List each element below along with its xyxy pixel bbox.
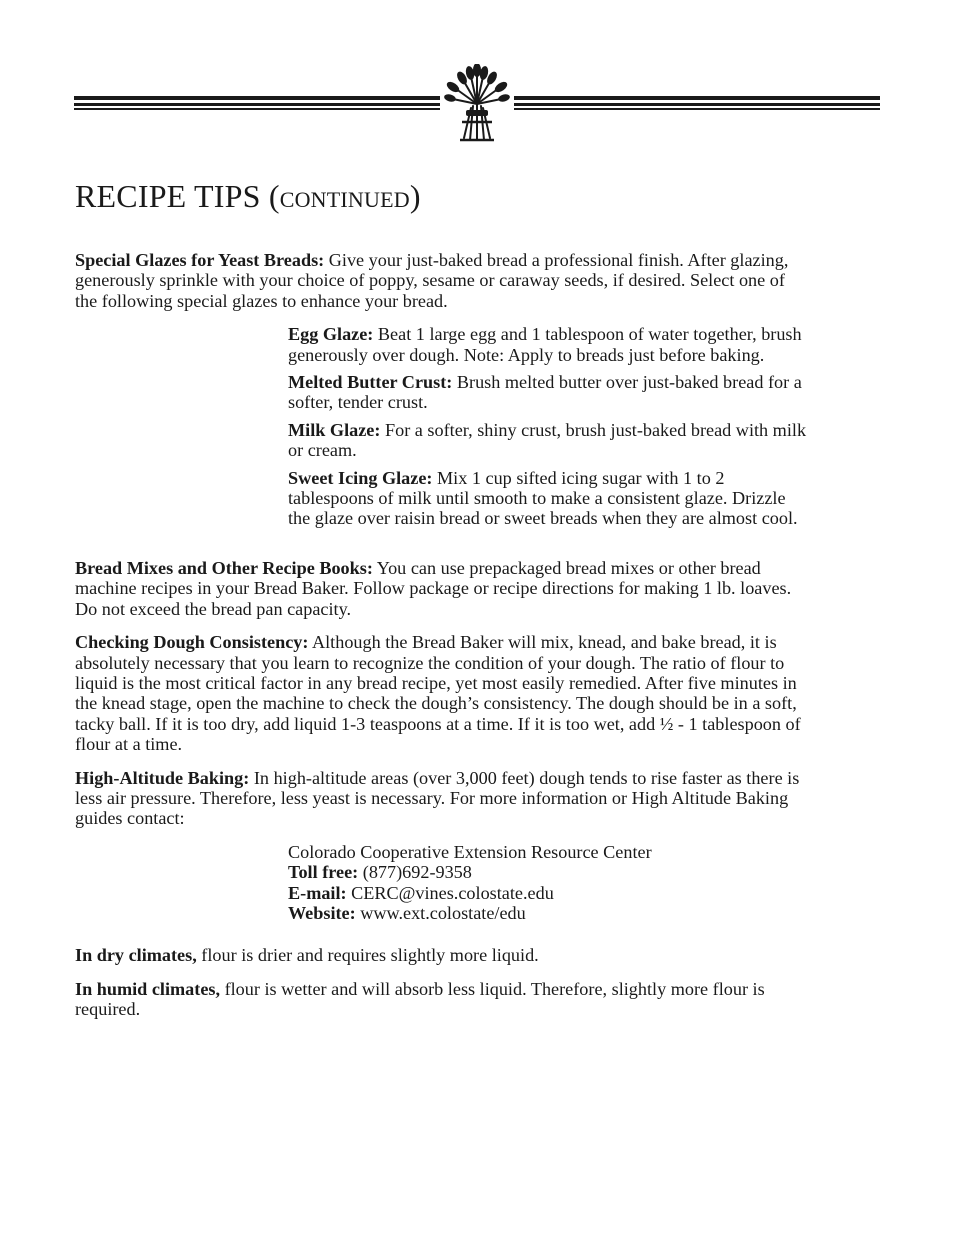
contact-block [288, 842, 808, 924]
page-title: RECIPE TIPS (continued) [75, 178, 421, 214]
glazes-intro: Special Glazes for Yeast Breads: Give your just-baked bread a professional finish. After glazing, generously sprinkle with your choice of poppy, sesame or caraway seeds, if desired. Select one of the following special glazes to enhance your bread. [75, 250, 789, 311]
glaze-item-egg: Egg Glaze: Beat 1 large egg and 1 tablespoon of water together, brush generously over dough. Note: Apply to breads just before baking. [288, 324, 802, 365]
tip-humid-climate: In humid climates, flour is wetter and will absorb less liquid. Therefore, slightly more flour is required. [75, 978, 765, 1020]
tip-high-altitude: High-Altitude Baking: In high-altitude areas (over 3,000 feet) dough tends to rise faster as there is less air pressure. Therefore, less yeast is necessary. For more information or High Altitude Baking guides contact: [75, 767, 800, 829]
glaze-item-icing: Sweet Icing Glaze: Mix 1 cup sifted icing sugar with 1 to 2 tablespoons of milk until smooth to make a consistent glaze. Drizzle the glaze over raisin bread or sweet breads when they are almost cool. [288, 467, 798, 529]
recipe-tips-content [75, 250, 810, 1033]
page-title-continued: continued [279, 178, 410, 214]
contact-email: E-mail: CERC@vines.colostate.edu [288, 882, 554, 903]
glaze-item-butter: Melted Butter Crust: Brush melted butter over just-baked bread for a softer, tender crust. [288, 372, 802, 413]
contact-website: Website: www.ext.colostate/edu [288, 902, 526, 923]
wheat-sheaf-icon [440, 64, 514, 144]
glaze-item-milk: Milk Glaze: For a softer, shiny crust, brush just-baked bread with milk or cream. [288, 419, 807, 461]
contact-org: Colorado Cooperative Extension Resource Center [288, 841, 652, 862]
glaze-list [288, 324, 808, 529]
tip-dry-climate: In dry climates, flour is drier and requires slightly more liquid. [75, 945, 539, 966]
contact-phone: Toll free: (877)692-9358 [288, 862, 472, 883]
tip-bread-mixes: Bread Mixes and Other Recipe Books: You can use prepackaged bread mixes or other bread machine recipes in your Bread Baker. Follow package or recipe directions for making 1 lb. loaves. Do not exceed the bread pan capacity. [75, 557, 792, 619]
tip-dough-consistency: Checking Dough Consistency: Although the Bread Baker will mix, knead, and bake bread, it is absolutely necessary that you learn to recognize the condition of your dough. The ratio of flour to liquid is the most critical factor in any bread recipe, yet most easily remedied. After five minutes in the knead stage, open the machine to check the dough’s consistency. The dough should be in a soft, tacky ball. If it is too dry, add liquid 1-3 teaspoons at a time. If it is too wet, add ½ - 1 tablespoon of flour at a time. [75, 632, 801, 755]
